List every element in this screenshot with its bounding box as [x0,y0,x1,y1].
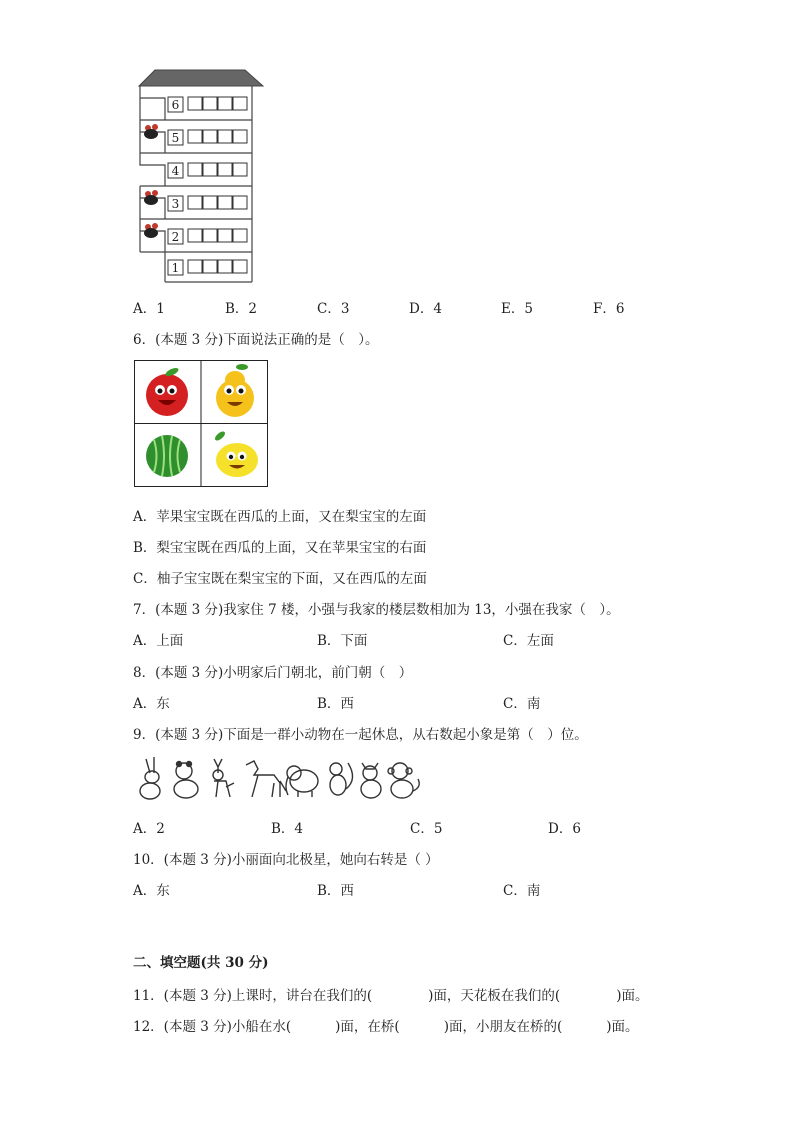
q12-part-1: 12．(本题 3 分)小船在水( [133,1019,292,1035]
q12-line [133,1015,639,1035]
window [218,97,232,110]
q12-part-3: )面，小朋友在桥的( [443,1019,563,1035]
window [203,229,217,242]
deer-icon [213,759,234,797]
watermelon-icon [146,435,188,477]
window [233,97,247,110]
q7-option-a[interactable]: A．上面 [133,633,184,649]
q11-part-1: 11．(本题 3 分)上课时，讲台在我们的( [133,988,373,1004]
q6-option-c[interactable]: C．柚子宝宝既在梨宝宝的下面，又在西瓜的左面 [133,571,427,587]
q9-option-a[interactable]: A．2 [133,821,165,837]
q9-option-c[interactable]: C．5 [410,821,443,837]
window [233,196,247,209]
q5-option-d[interactable]: D．4 [409,301,442,317]
floor-number-label: 5 [171,131,180,145]
q10-option-a[interactable]: A．东 [133,883,170,899]
window [203,260,217,273]
q8-option-b[interactable]: B．西 [317,696,354,712]
window [188,229,202,242]
q9-option-d[interactable]: D．6 [548,821,581,837]
squirrel-icon [330,763,353,795]
q7-option-c[interactable]: C．左面 [503,633,554,649]
window [188,97,202,110]
q5-option-a[interactable]: A．1 [133,301,165,317]
floor-number-label: 6 [171,98,180,112]
q7-stem: 7．(本题 3 分)我家住 7 楼，小强与我家的楼层数相加为 13，小强在我家（ ）。 [133,602,620,618]
flower-pot-icon [144,190,158,205]
window [188,196,202,209]
q6-option-a[interactable]: A．苹果宝宝既在西瓜的上面，又在梨宝宝的左面 [133,509,427,525]
q11-line [133,984,648,1004]
rabbit-icon [140,757,160,799]
q9-stem: 9．(本题 3 分)下面是一群小动物在一起休息，从右数起小象是第（ ）位。 [133,727,588,743]
window [203,97,217,110]
window [218,196,232,209]
floor-number-label: 1 [171,261,180,275]
window [188,260,202,273]
q12-part-2: )面，在桥( [335,1019,400,1035]
elephant-icon [286,766,318,797]
window [218,260,232,273]
horse-icon [246,761,286,797]
window [203,163,217,176]
q7-option-b[interactable]: B．下面 [317,633,368,649]
q6-option-b[interactable]: B．梨宝宝既在西瓜的上面，又在苹果宝宝的右面 [133,540,427,556]
q5-option-c[interactable]: C．3 [317,301,350,317]
window [203,196,217,209]
floor-number-label: 4 [171,164,180,178]
window [203,130,217,143]
q10-option-b[interactable]: B．西 [317,883,354,899]
q8-stem: 8．(本题 3 分)小明家后门朝北，前门朝（ ） [133,665,413,681]
q6-stem: 6．(本题 3 分)下面说法正确的是（ ）。 [133,332,379,348]
fruit-grid [134,360,268,487]
q11-part-3: )面。 [616,988,649,1004]
window [233,229,247,242]
window [233,130,247,143]
animals-row [134,753,424,801]
window [218,229,232,242]
monkey-icon [388,763,419,798]
building-figure [135,68,265,284]
window [188,163,202,176]
window [233,260,247,273]
q10-stem: 10．(本题 3 分)小丽面向北极星，她向右转是（ ） [133,852,439,868]
flower-pot-icon [144,223,158,238]
section-2-title: 二、填空题(共 30 分) [133,955,269,971]
window [218,130,232,143]
q9-option-b[interactable]: B．4 [271,821,304,837]
building-roof [139,70,263,86]
q11-part-2: )面，天花板在我们的( [428,988,561,1004]
window [218,163,232,176]
q10-option-c[interactable]: C．南 [503,883,541,899]
q8-option-a[interactable]: A．东 [133,696,170,712]
q5-option-b[interactable]: B．2 [225,301,258,317]
floor-number-label: 2 [171,230,180,244]
q5-option-f[interactable]: F．6 [593,301,625,317]
flower-pot-icon [144,124,158,139]
window [188,130,202,143]
q8-option-c[interactable]: C．南 [503,696,541,712]
q12-part-4: )面。 [606,1019,639,1035]
q5-option-e[interactable]: E．5 [501,301,533,317]
panda-icon [174,762,198,799]
window [233,163,247,176]
cat-icon [361,763,381,798]
floor-number-label: 3 [171,197,180,211]
